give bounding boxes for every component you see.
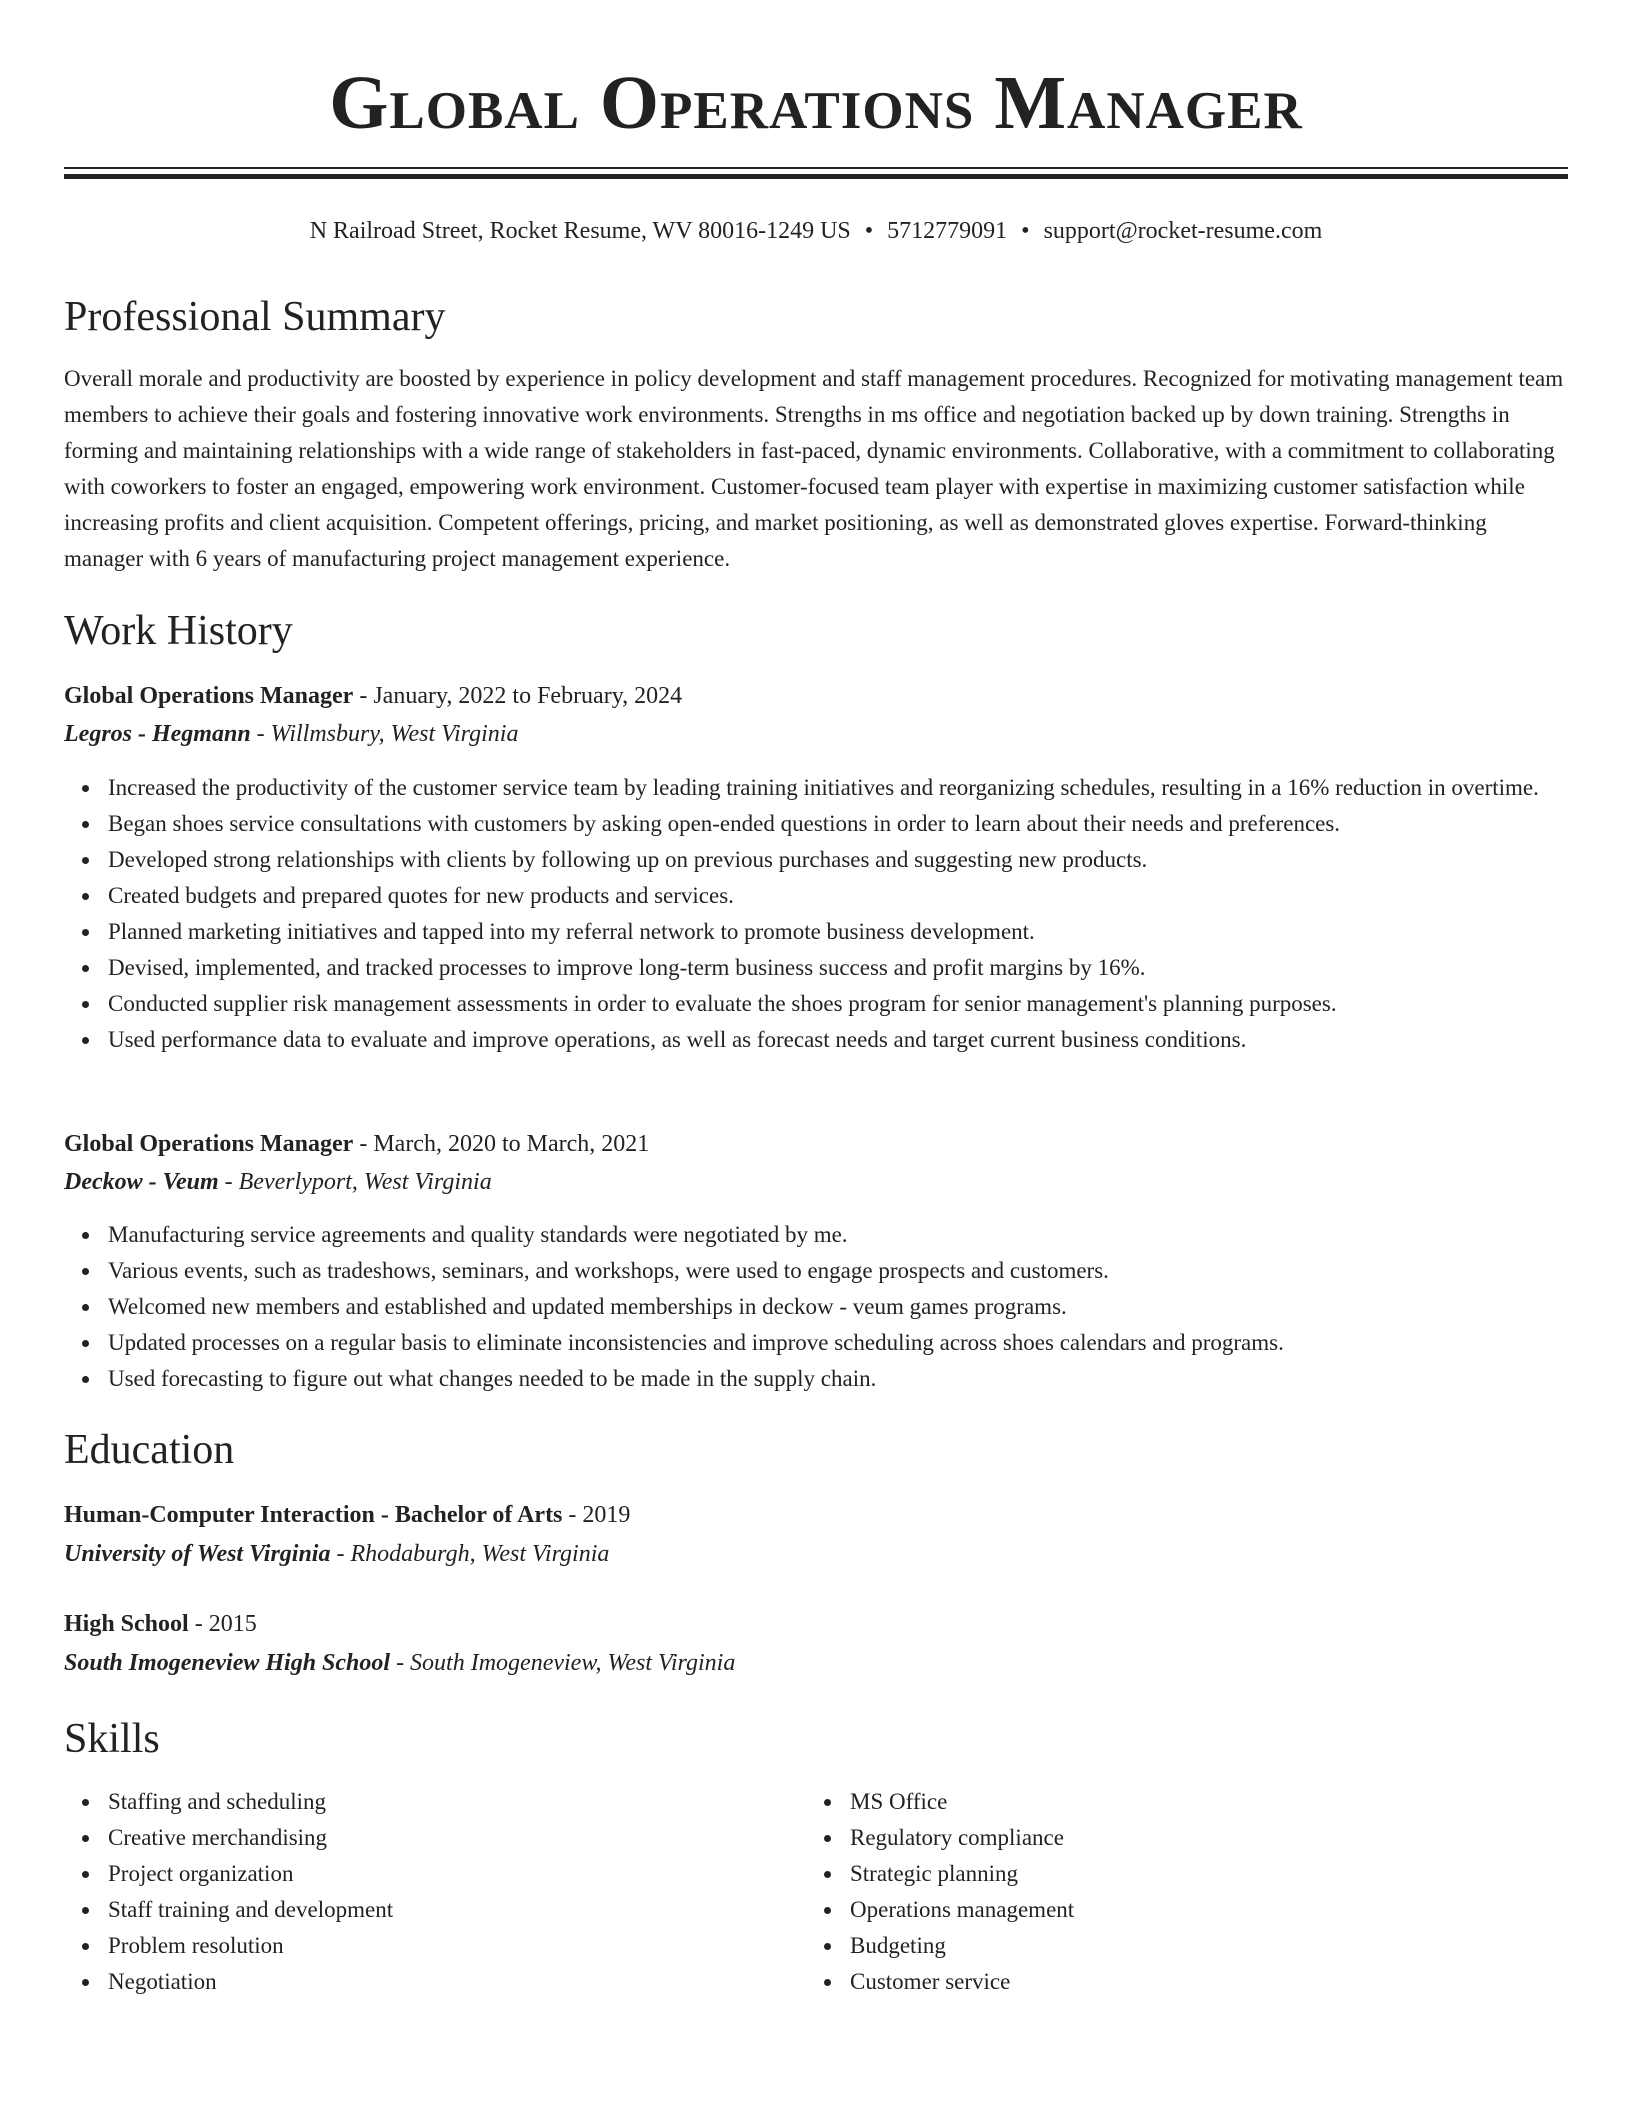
education-school-line	[64, 1536, 609, 1572]
section-heading-skills: Skills	[64, 1716, 160, 1762]
job-bullets	[64, 1217, 1568, 1397]
contact-separator: •	[1021, 218, 1030, 244]
resume-page	[64, 0, 1568, 1994]
skills-list-left	[64, 1784, 808, 2000]
skill-item: Regulatory compliance	[850, 1820, 1550, 1856]
education-year: - 2015	[188, 1611, 257, 1637]
contact-address: N Railroad Street, Rocket Resume, WV 80016-1249 US	[309, 218, 851, 244]
list-item: Updated processes on a regular basis to eliminate inconsistencies and improve scheduling across shoes calendars and programs.	[108, 1325, 1568, 1361]
title-rule-thin	[64, 167, 1568, 169]
list-item: Developed strong relationships with clients by following up on previous purchases and suggesting new products.	[108, 842, 1568, 878]
job-company-line	[64, 1164, 492, 1200]
section-heading-education: Education	[64, 1427, 235, 1473]
list-item: Increased the productivity of the customer service team by leading training initiatives and reorganizing schedules, resulting in a 16% reduction in overtime.	[108, 770, 1568, 806]
education-degree-line	[64, 1497, 630, 1533]
job-dates: - March, 2020 to March, 2021	[353, 1131, 650, 1157]
education-year: - 2019	[562, 1502, 631, 1528]
page-title: Global Operations Manager	[329, 61, 1303, 145]
education-degree: Human-Computer Interaction - Bachelor of Arts	[64, 1502, 563, 1528]
list-item: Conducted supplier risk management assessments in order to evaluate the shoes program for senior management's planning purposes.	[108, 986, 1568, 1022]
summary-text: Overall morale and productivity are boosted by experience in policy development and staff management procedures. Recognized for motivating management team members to achieve their goals and fostering innovative work environments. Strengths in ms office and negotiation backed up by down training. Strengths in forming and maintaining relationships with a wide range of stakeholders in fast-paced, dynamic environments. Collaborative, with a commitment to collaborating with coworkers to foster an engaged, empowering work environment. Customer-focused team player with expertise in maximizing customer satisfaction while increasing profits and client acquisition. Competent offerings, pricing, and market positioning, as well as demonstrated gloves expertise. Forward-thinking manager with 6 years of manufacturing project management experience.	[64, 366, 1564, 571]
contact-line	[64, 214, 1568, 248]
job-title: Global Operations Manager	[64, 683, 354, 709]
education-school: South Imogeneview High School	[64, 1650, 391, 1676]
education-school: University of West Virginia	[64, 1541, 331, 1567]
education-location: - South Imogeneview, West Virginia	[390, 1650, 736, 1676]
list-item: Various events, such as tradeshows, seminars, and workshops, were used to engage prospects and customers.	[108, 1253, 1568, 1289]
skill-item: Budgeting	[850, 1928, 1550, 1964]
job-location: - Beverlyport, West Virginia	[218, 1169, 492, 1195]
education-location: - Rhodaburgh, West Virginia	[330, 1541, 610, 1567]
section-heading-work-history: Work History	[64, 608, 293, 654]
skill-item: Negotiation	[108, 1964, 808, 2000]
list-item: Welcomed new members and established and updated memberships in deckow - veum games programs.	[108, 1289, 1568, 1325]
section-heading-summary: Professional Summary	[64, 294, 446, 340]
skill-item: Creative merchandising	[108, 1820, 808, 1856]
contact-separator: •	[864, 218, 874, 244]
skill-item: Staffing and scheduling	[108, 1784, 808, 1820]
job-company-line	[64, 716, 518, 752]
skills-list-right	[806, 1784, 1550, 2000]
job-bullets	[64, 770, 1568, 1058]
list-item: Began shoes service consultations with customers by asking open-ended questions in order to learn about their needs and preferences.	[108, 806, 1568, 842]
job-company: Deckow - Veum	[64, 1169, 219, 1195]
skill-item: Staff training and development	[108, 1892, 808, 1928]
contact-email: support@rocket-resume.com	[1043, 218, 1323, 244]
list-item: Used performance data to evaluate and improve operations, as well as forecast needs and target current business conditions.	[108, 1022, 1568, 1058]
skill-item: Problem resolution	[108, 1928, 808, 1964]
job-company: Legros - Hegmann	[64, 721, 251, 747]
list-item: Created budgets and prepared quotes for new products and services.	[108, 878, 1568, 914]
job-title-line	[64, 678, 682, 714]
education-school-line	[64, 1645, 735, 1681]
contact-phone: 5712779091	[887, 218, 1008, 244]
job-title: Global Operations Manager	[64, 1131, 354, 1157]
skill-item: Project organization	[108, 1856, 808, 1892]
list-item: Planned marketing initiatives and tapped into my referral network to promote business development.	[108, 914, 1568, 950]
job-title-line	[64, 1126, 649, 1162]
skill-item: Strategic planning	[850, 1856, 1550, 1892]
skill-item: Customer service	[850, 1964, 1550, 2000]
job-location: - Willmsbury, West Virginia	[250, 721, 519, 747]
education-degree-line	[64, 1606, 257, 1642]
education-degree: High School	[64, 1611, 189, 1637]
skill-item: MS Office	[850, 1784, 1550, 1820]
title-rule-thick	[64, 174, 1568, 179]
list-item: Used forecasting to figure out what changes needed to be made in the supply chain.	[108, 1361, 1568, 1397]
job-dates: - January, 2022 to February, 2024	[353, 683, 683, 709]
list-item: Manufacturing service agreements and quality standards were negotiated by me.	[108, 1217, 1568, 1253]
list-item: Devised, implemented, and tracked processes to improve long-term business success and profit margins by 16%.	[108, 950, 1568, 986]
skill-item: Operations management	[850, 1892, 1550, 1928]
